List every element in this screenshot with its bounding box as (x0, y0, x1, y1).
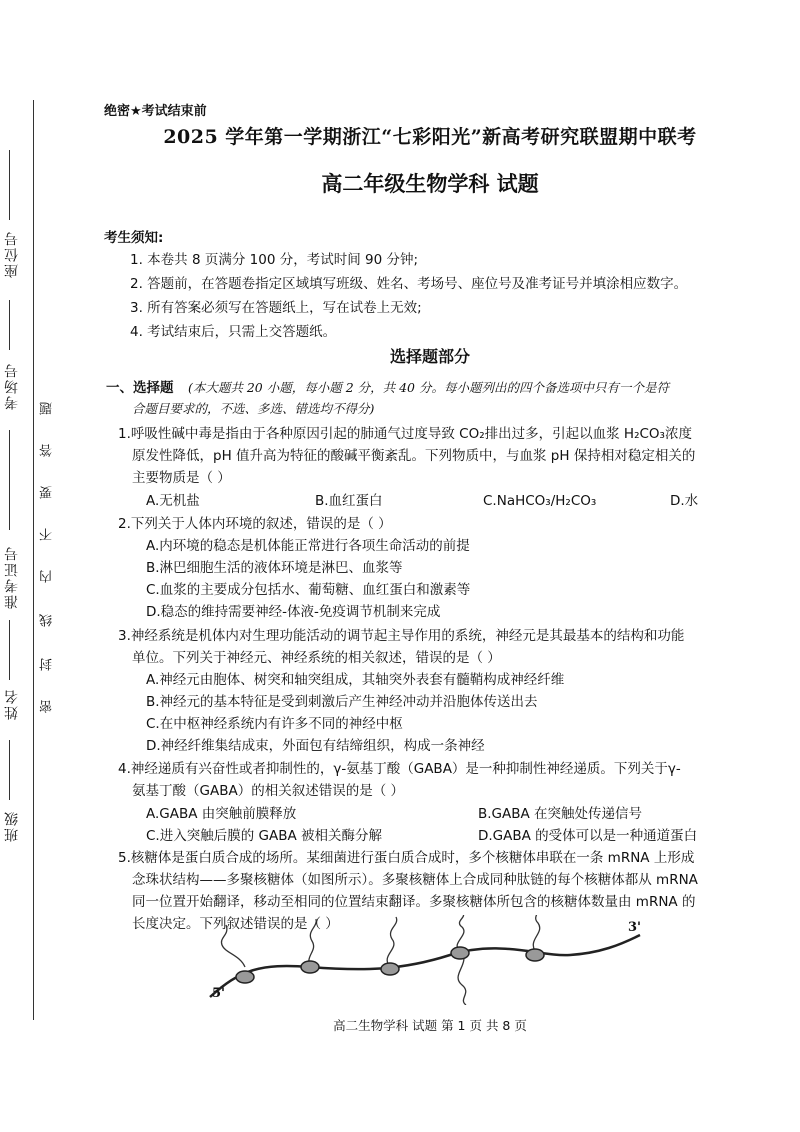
confidential-mark: 绝密★考试结束前 (104, 104, 207, 119)
question-2-option: B.淋巴细胞生活的液体环境是淋巴、血浆等 (146, 560, 403, 576)
exam-title: 2025 学年第一学期浙江“七彩阳光”新高考研究联盟期中联考 (163, 126, 697, 148)
exam-room-label: 考场号 (4, 362, 20, 410)
notice-item: 1. 本卷共 8 页满分 100 分，考试时间 90 分钟; (130, 252, 419, 268)
exam-subtitle: 高二年级生物学科 试题 (321, 171, 539, 196)
name-label: 姓名 (4, 688, 20, 720)
ribosome (301, 961, 319, 973)
class-blank (9, 740, 10, 800)
question-1-option: A.无机盐 (146, 493, 200, 509)
question-3-option: B.神经元的基本特征是受到刺激后产生神经冲动并沿胞体传送出去 (146, 694, 538, 710)
question-4-option: B.GABA 在突触处传递信号 (478, 806, 643, 822)
ribosome (381, 963, 399, 975)
part-instruction: (本大题共 20 小题，每小题 2 分，共 40 分。每小题列出的四个备选项中只有一个是符 (188, 380, 669, 395)
part-heading: 一、选择题 (106, 380, 174, 396)
admission-no-label: 准考证号 (4, 545, 20, 609)
mrna-strand (210, 935, 640, 997)
notice-item: 2. 答题前，在答题卷指定区域填写班级、姓名、考场号、座位号及准考证号并填涂相应数字。 (130, 276, 688, 292)
seat-no-label: 座位号 (4, 230, 20, 278)
question-3-option: D.神经纤维集结成束，外面包有结缔组织，构成一条神经 (146, 738, 485, 754)
peptide-chain (457, 915, 464, 951)
question-1-option: D.水 (670, 493, 699, 509)
mrna-5-end-label: 5' (212, 986, 226, 1001)
binding-line (33, 100, 34, 1020)
question-3-stem: 单位。下列关于神经元、神经系统的相关叙述，错误的是（ ） (132, 650, 501, 666)
question-4-option: A.GABA 由突触前膜释放 (146, 806, 297, 822)
binding-margin (0, 0, 80, 1132)
question-1-stem: 主要物质是（ ） (132, 470, 231, 486)
question-5-stem: 5.核糖体是蛋白质合成的场所。某细菌进行蛋白质合成时，多个核糖体串联在一条 mRNA 上形成 (118, 850, 695, 866)
seal-char: 不 (40, 528, 55, 541)
peptide-chain (309, 919, 316, 967)
ribosome (236, 971, 254, 983)
class-label: 班级 (4, 810, 20, 842)
question-4-stem: 氨基丁酸（GABA）的相关叙述错误的是（ ） (132, 783, 404, 799)
question-2-stem: 2.下列关于人体内环境的叙述，错误的是（ ） (118, 516, 392, 532)
question-5-stem: 长度决定。下列叙述错误的是（ ） (132, 916, 339, 932)
question-2-option: A.内环境的稳态是机体能正常进行各项生命活动的前提 (146, 538, 470, 554)
seal-char: 要 (40, 486, 55, 499)
question-1-stem: 原发性降低，pH 值升高为特征的酸碱平衡紊乱。下列物质中，与血浆 pH 保持相对稳定相关的 (132, 448, 696, 464)
seal-char: 密 (40, 700, 55, 713)
exam-room-blank (9, 300, 10, 350)
seal-char: 封 (40, 658, 55, 671)
question-4-stem: 4.神经递质有兴奋性或者抑制性的，γ-氨基丁酸（GABA）是一种抑制性神经递质。下列关于γ- (118, 761, 681, 777)
question-1-stem: 1.呼吸性碱中毒是指由于各种原因引起的肺通气过度导致 CO₂排出过多，引起以血浆 H₂CO₃浓度 (118, 426, 692, 442)
peptide-chain (533, 915, 539, 951)
seal-char: 内 (40, 570, 55, 583)
part-instruction: 合题目要求的，不选、多选、错选均不得分) (132, 401, 375, 416)
seat-no-blank (9, 150, 10, 220)
question-4-option: D.GABA 的受体可以是一种通道蛋白 (478, 828, 698, 844)
question-5-stem: 同一位置开始翻译，移动至相同的位置结束翻译。多聚核糖体所包含的核糖体数量由 mRNA 的 (132, 894, 696, 910)
peptide-chain (387, 917, 397, 967)
question-1-option: B.血红蛋白 (315, 493, 383, 509)
section-title: 选择题部分 (389, 347, 470, 366)
name-blank (9, 620, 10, 680)
question-2-option: D.稳态的维持需要神经-体液-免疫调节机制来完成 (146, 604, 441, 620)
admission-no-blank (9, 430, 10, 530)
question-3-stem: 3.神经系统是机体内对生理功能活动的调节起主导作用的系统，神经元是其最基本的结构和功能 (118, 628, 685, 644)
polyribosome-figure (200, 915, 660, 1005)
peptide-chain (221, 925, 245, 967)
page-footer: 高二生物学科 试题 第 1 页 共 8 页 (333, 1018, 527, 1033)
seal-char: 题 (40, 402, 55, 415)
question-5-stem: 念珠状结构——多聚核糖体（如图所示）。多聚核糖体上合成同种肽链的每个核糖体都从 mRNA (132, 872, 698, 888)
seal-char: 线 (40, 614, 55, 627)
notice-item: 4. 考试结束后，只需上交答题纸。 (130, 324, 337, 340)
ribosome (451, 947, 469, 959)
notice-heading: 考生须知: (104, 230, 164, 246)
question-1-option: C.NaHCO₃/H₂CO₃ (483, 493, 597, 509)
question-4-option: C.进入突触后膜的 GABA 被相关酶分解 (146, 828, 382, 844)
question-2-option: C.血浆的主要成分包括水、葡萄糖、血红蛋白和激素等 (146, 582, 471, 598)
question-3-option: A.神经元由胞体、树突和轴突组成，其轴突外表套有髓鞘构成神经纤维 (146, 672, 565, 688)
notice-item: 3. 所有答案必须写在答题纸上，写在试卷上无效; (130, 300, 422, 316)
mrna-3-end-label: 3' (628, 920, 642, 935)
seal-char: 答 (40, 444, 55, 457)
ribosome (526, 949, 544, 961)
question-3-option: C.在中枢神经系统内有许多不同的神经中枢 (146, 716, 403, 732)
